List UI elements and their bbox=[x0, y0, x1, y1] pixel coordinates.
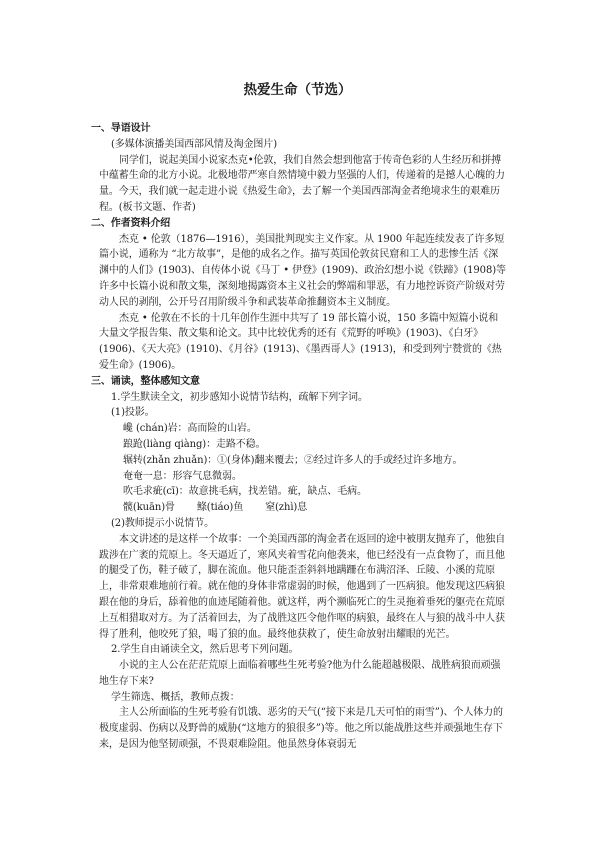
paragraph: 同学们，说起美国小说家杰克•伦敦，我们自然会想到他富于传奇色彩的人生经历和拼搏中蕴蓄生命的北方小说。北极地带严寒自然情境中毅力坚强的人们，传递着的是撼人心魄的力量。今天，我们就一起走进小说《热爱生命》，去了解一个美国西部淘金者绝境求生的艰难历程。(板书文题、作者) bbox=[99, 154, 505, 213]
paragraph: 杰克 • 伦敦（1876—1916），美国批判现实主义作家。从 1900 年起连续发表了许多短篇小说，通称为 “北方故事”，是他的成名之作。描写英国伦敦贫民窟和工人的悲惨生活《深渊中的人们》(1903)、自传体小说《马丁 • 伊登》(1909)、政治幻想小说《铁蹄》(1908)等许多中长篇小说和散文集，深刻地揭露资本主义社会的弊端和罪恶，有力地控诉资产阶级对劳动人民的剥削，公开号召用阶级斗争和武装革命推翻资本主义制度。 bbox=[99, 233, 506, 308]
vocab-item: 踉跄(liàng qiàng)：走路不稳。 bbox=[123, 438, 266, 450]
section-heading-reading: 三、诵读，整体感知文意 bbox=[91, 375, 200, 387]
vocab-item: 奄奄一息：形容气息微弱。 bbox=[123, 470, 242, 482]
vocab-item: 吹毛求疵(cī)：故意挑毛病，找差错。疵，缺点、毛病。 bbox=[123, 486, 367, 498]
media-note: (多媒体演播美国西部风情及淘金图片) bbox=[111, 138, 278, 150]
paragraph: 杰克 • 伦敦在不长的十几年创作生涯中共写了 19 部长篇小说，150 多篇中短篇小说和大量文学报告集、散文集和论文。其中比较优秀的还有《荒野的呼唤》(1903)、《白牙》(1906)、《天大亮》(1910)、《月谷》(1913)、《墨西哥人》(1913)，和受到列宁赞赏的《热爱生命》(1906)。 bbox=[99, 312, 502, 371]
vocab-item: 巉 (chán)岩：高而险的山岩。 bbox=[123, 423, 257, 435]
section-heading-intro: 一、导语设计 bbox=[91, 123, 151, 134]
vocab-row bbox=[91, 500, 507, 516]
task-item: 2.学生自由诵读全文，然后思考下列问题。 bbox=[111, 644, 299, 656]
paragraph: 小说的主人公在茫茫荒原上面临着哪些生死考验?他为什么能超越极限、战胜病狼而顽强地生存下来? bbox=[99, 660, 501, 687]
sub-item: (2)教师提示小说情节。 bbox=[111, 517, 214, 529]
document-body bbox=[91, 121, 507, 753]
paragraph: 学生筛选、概括，教师点拨： bbox=[111, 691, 240, 703]
paragraph: 本文讲述的是这样一个故事：一个美国西部的淘金者在返回的途中被朋友抛弃了，他独自跋涉在广袤的荒原上。冬天逼近了，寒风夹着雪花向他袭来，他已经没有一点食物了，而且他的腿受了伤，鞋子破了，脚在流血。他只能歪歪斜斜地蹒跚在布满沼泽、丘陵、小溪的荒原上，非常艰难地前行着。就在他的身体非常虚弱的时候，他遇到了一匹病狼。他发现这匹病狼跟在他的身后，舔着他的血迹尾随着他。就这样，两个濒临死亡的生灵拖着垂死的躯壳在荒原上互相猎取对方。为了活着回去，为了战胜这匹令他作呕的病狼，最终在人与狼的战斗中人获得了胜利，他咬死了狼，喝了狼的血。最终他获救了，使生命放射出耀眼的光芒。 bbox=[99, 533, 506, 640]
vocab-word: 鲦(tiáo)鱼 bbox=[196, 502, 244, 514]
sub-item: (1)投影。 bbox=[111, 407, 155, 419]
section-heading-author: 二、作者资料介绍 bbox=[91, 217, 171, 229]
vocab-word: 窒(zhì)息 bbox=[265, 502, 308, 514]
paragraph: 主人公所面临的生死考验有饥饿、恶劣的天气(“接下来是几天可怕的雨雪”)、个人体力的极度虚弱、伤病以及野兽的威胁(“这地方的狼很多”)等。他之所以能战胜这些并顽强地生存下来，是因为他坚韧顽强，不畏艰难险阻。他虽然身体衰弱无 bbox=[99, 707, 503, 751]
page-title: 热爱生命（节选） bbox=[243, 82, 352, 98]
vocab-word: 髋(kuān)骨 bbox=[123, 502, 175, 514]
task-item: 1.学生默读全文，初步感知小说情节结构，疏解下列字词。 bbox=[111, 391, 368, 403]
vocab-item: 辗转(zhǎn zhuǎn)：①(身体)翻来覆去；②经过许多人的手或经过许多地方。 bbox=[123, 454, 463, 466]
